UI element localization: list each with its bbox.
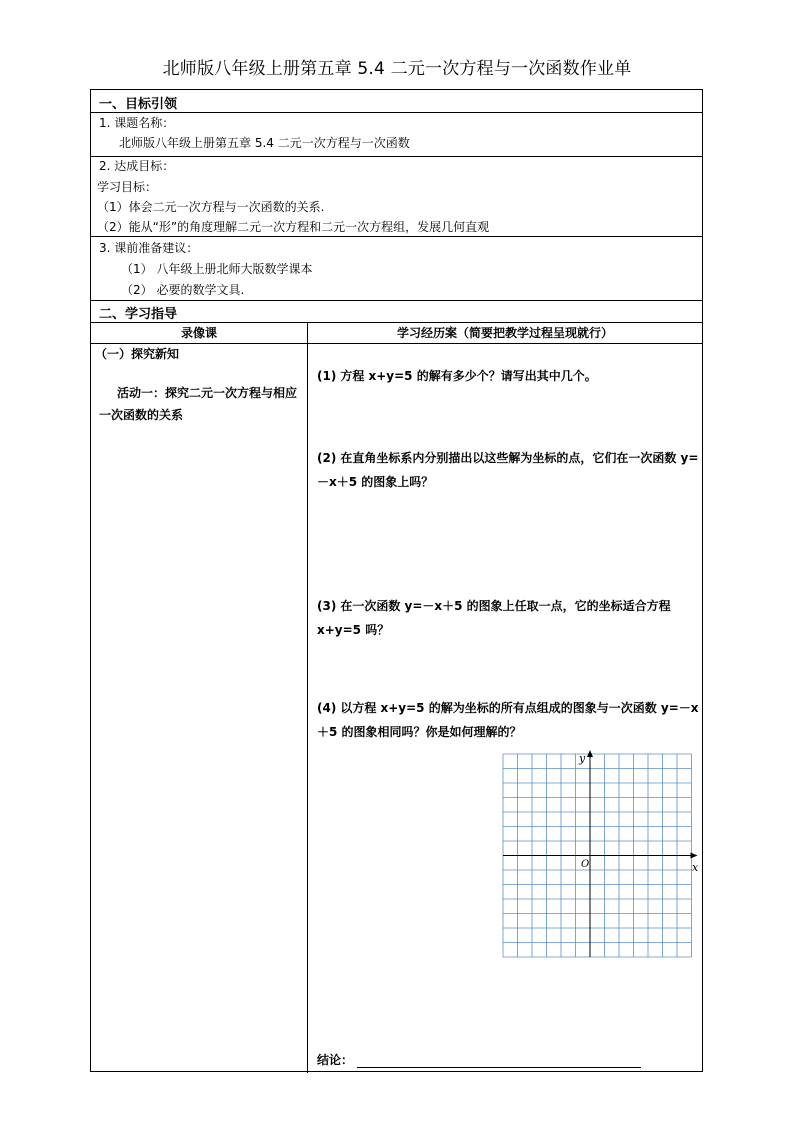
row-divider [91,156,702,157]
question-1-number: (1) [317,369,337,383]
section-heading-goals: 一、目标引领 [99,97,178,112]
worksheet-table [90,89,703,1072]
x-axis-label: x [692,861,699,874]
y-axis-arrow [587,750,593,757]
coordinate-grid-svg [501,750,701,966]
question-4-number: (4) [317,701,337,715]
question-1 [317,364,703,388]
row-divider [91,343,702,344]
row-divider [91,112,702,113]
conclusion-blank[interactable] [357,1055,641,1068]
question-4 [317,696,703,744]
activity-description: 活动一：探究二元一次方程与相应一次函数的关系 [99,386,298,422]
preparation-item-1: （1） 八年级上册北师大版数学课本 [121,262,313,276]
row-divider [91,322,702,323]
question-2-text: 在直角坐标系内分别描出以这些解为坐标的点，它们在一次函数 y=－x＋5 的图象上吗？ [317,451,699,489]
origin-label: O [581,859,590,870]
coordinate-grid [501,750,701,970]
row-divider [91,300,702,301]
target-label: 2. 达成目标： [99,159,175,173]
y-axis-label: y [579,752,586,765]
question-2-number: (2) [317,451,337,465]
learning-goal-1: （1）体会二元一次方程与一次函数的关系. [97,200,325,214]
course-title-label: 1. 课题名称： [99,116,175,130]
column-divider [307,322,308,1073]
question-3-text: 在一次函数 y=－x＋5 的图象上任取一点，它的坐标适合方程 x+y=5 吗？ [317,599,671,637]
column-header-learning: 学习经历案（简要把教学过程呈现就行） [396,326,613,340]
question-4-text: 以方程 x+y=5 的解为坐标的所有点组成的图象与一次函数 y=－x＋5 的图象相同吗？你是如何理解的？ [317,701,699,739]
conclusion [317,1051,641,1068]
x-axis-arrow [691,853,698,859]
question-3-number: (3) [317,599,337,613]
document-title: 北师版八年级上册第五章 5.4 二元一次方程与一次函数作业单 [162,59,632,79]
row-divider [91,236,702,237]
conclusion-label: 结论： [317,1053,354,1067]
course-title-value: 北师版八年级上册第五章 5.4 二元一次方程与一次函数 [119,136,410,150]
preparation-label: 3. 课前准备建议： [99,241,199,255]
question-3 [317,594,703,642]
section-heading-guidance: 二、学习指导 [99,307,178,322]
question-2 [317,446,703,494]
learning-goal-2: （2）能从“形”的角度理解二元一次方程和二元一次方程组，发展几何直观 [97,220,490,234]
preparation-item-2: （2） 必要的数学文具. [121,283,245,297]
learning-goals-label: 学习目标： [97,180,158,194]
part-label: （一）探究新知 [95,347,180,361]
column-header-video: 录像课 [180,326,217,340]
question-1-text: 方程 x+y=5 的解有多少个？请写出其中几个。 [340,369,597,383]
